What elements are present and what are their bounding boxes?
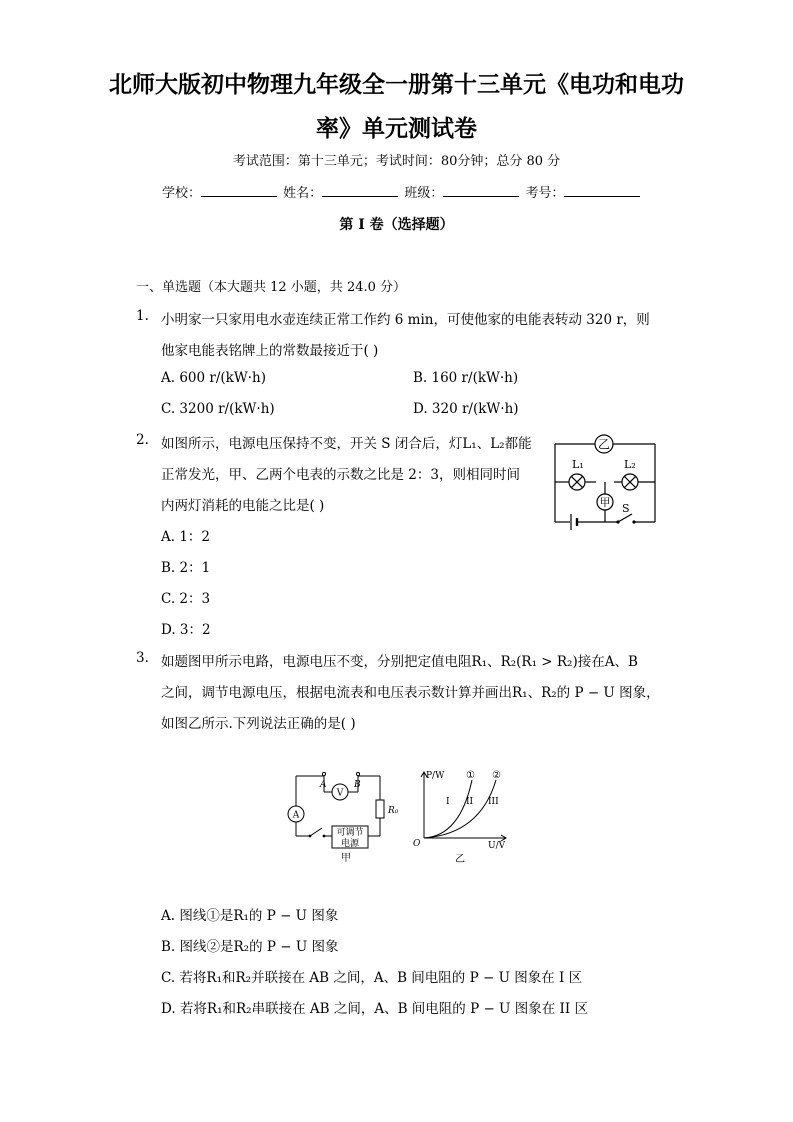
meter-jia-label: 甲 (599, 496, 611, 509)
region3-label: III (488, 797, 499, 807)
question-text-line: 如图乙所示.下列说法正确的是( ) (161, 716, 356, 732)
question-text-line: 他家电能表铭牌上的常数最接近于( ) (161, 343, 379, 359)
curve2-label: ② (492, 770, 501, 781)
source-label-line2: 电源 (340, 839, 360, 849)
question-text-line: 正常发光，甲、乙两个电表的示数之比是 2：3，则相同时间 (161, 467, 520, 483)
number-blank[interactable] (564, 185, 640, 197)
point-a-label: A (320, 780, 327, 790)
region2-label: II (466, 797, 474, 807)
school-blank[interactable] (201, 185, 277, 197)
option-c[interactable]: C. 若将R₁和R₂并联接在 AB 之间，A、B 间电阻的 P − U 图象在 I 区 (161, 970, 583, 986)
option-b[interactable]: B. 图线②是R₂的 P − U 图象 (161, 939, 339, 955)
switch-label: S (622, 502, 630, 515)
option-b[interactable]: B. 160 r/(kW·h) (413, 370, 519, 386)
number-label: 考号： (525, 186, 565, 201)
student-fields (162, 182, 642, 201)
question-number: 1. (136, 308, 149, 324)
question-text-line: 之间，调节电源电压，根据电流表和电压表示数计算并画出R₁、R₂的 P − U 图象， (161, 685, 660, 701)
question-text-line: 小明家一只家用电水壶连续正常工作约 6 min，可使他家的电能表转动 320 r，则 (161, 312, 650, 328)
graph-y-label: P/W (426, 771, 445, 781)
volume-title: 第 I 卷（选择题） (339, 217, 454, 233)
voltmeter-label: V (336, 788, 344, 799)
paper-title-line1: 北师大版初中物理九年级全一册第十三单元《电功和电功 (109, 71, 684, 98)
paper-title-line2: 率》单元测试卷 (316, 115, 477, 142)
name-blank[interactable] (322, 185, 398, 197)
graph-origin-label: O (413, 839, 421, 849)
option-d[interactable]: D. 3：2 (161, 622, 211, 638)
option-d[interactable]: D. 若将R₁和R₂串联接在 AB 之间，A、B 间电阻的 P − U 图象在 II 区 (161, 1001, 588, 1017)
question-text-line: 如题图甲所示电路，电源电压不变，分别把定值电阻R₁、R₂(R₁ > R₂)接在A、B (161, 654, 638, 670)
figure-yi-caption: 乙 (455, 854, 465, 865)
class-label: 班级： (404, 186, 444, 201)
curve1-label: ① (466, 770, 475, 781)
option-a[interactable]: A. 1：2 (161, 529, 211, 545)
section-title: 一、单选题（本大题共 12 小题，共 24.0 分） (136, 280, 407, 295)
resistor-r0-label: R₀ (388, 806, 399, 816)
option-c[interactable]: C. 2：3 (161, 591, 211, 607)
meter-yi-label: 乙 (597, 437, 611, 452)
point-b-label: B (354, 780, 361, 790)
lamp1-label: L₁ (572, 458, 584, 471)
graph-x-label: U/V (488, 841, 506, 851)
question-number: 2. (136, 432, 149, 448)
option-c[interactable]: C. 3200 r/(kW·h) (161, 401, 275, 417)
school-label: 学校： (162, 186, 202, 201)
option-b[interactable]: B. 2：1 (161, 560, 211, 576)
q3-pu-graph (410, 766, 510, 866)
question-text-line: 如图所示，电源电压保持不变，开关 S 闭合后，灯L₁、L₂都能 (161, 436, 532, 452)
q2-circuit-figure (550, 432, 660, 532)
question-number: 3. (136, 650, 149, 666)
region1-label: I (446, 797, 450, 807)
ammeter-label: A (292, 810, 300, 821)
q3-circuit-figure (282, 768, 410, 868)
lamp2-label: L₂ (624, 458, 636, 471)
source-label-line1: 可调节 (336, 828, 364, 838)
class-blank[interactable] (443, 185, 519, 197)
question-text-line: 内两灯消耗的电能之比是( ) (161, 498, 325, 514)
option-a[interactable]: A. 图线①是R₁的 P − U 图象 (161, 908, 339, 924)
option-d[interactable]: D. 320 r/(kW·h) (413, 401, 519, 417)
option-a[interactable]: A. 600 r/(kW·h) (161, 370, 266, 386)
name-label: 姓名： (283, 186, 323, 201)
exam-info: 考试范围：第十三单元；考试时间：80分钟；总分 80 分 (232, 154, 561, 169)
figure-jia-caption: 甲 (341, 853, 351, 864)
